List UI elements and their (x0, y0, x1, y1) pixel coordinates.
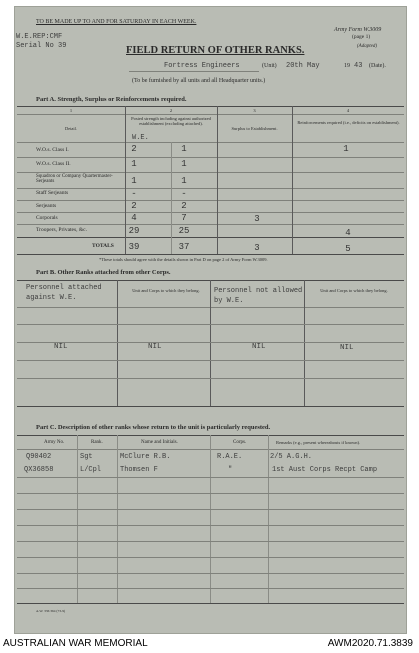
we-value: 1 (131, 159, 137, 169)
we-value: - (131, 189, 137, 199)
unit-corps-header-1: Unit and Corps to which they belong. (132, 288, 200, 293)
header-name: Name and Initials. (141, 440, 178, 445)
rank: Sgt (80, 453, 93, 461)
reference-code: W.E.REP:CMF (16, 33, 63, 41)
part-a-header-rule (17, 142, 404, 143)
year-value: 43 (354, 62, 363, 70)
row-label-cqms: Squadron or Company Quartermaster-Serjeants (36, 174, 113, 184)
we-value: 29 (128, 226, 140, 236)
row-rule (17, 324, 404, 325)
we-value: 2 (131, 144, 137, 154)
we-label: W.E. (132, 134, 149, 142)
part-c-heading: Part C. Description of other ranks whose return to the unit is particularly requested. (36, 424, 271, 431)
we-value: 4 (131, 213, 137, 223)
we-value: 1 (131, 176, 137, 186)
nil-value: NIL (252, 343, 266, 351)
army-number: QX36858 (24, 466, 54, 474)
nil-value: NIL (148, 343, 162, 351)
unit-value: Fortress Engineers (164, 62, 240, 70)
part-b-heading: Part B. Other Ranks attached from other Corps. (36, 269, 171, 276)
col-number-1: 1 (69, 108, 73, 113)
row-rule (17, 172, 404, 173)
row-rule (17, 493, 404, 494)
col-divider-we (171, 142, 172, 254)
rank: L/Cpl (80, 466, 102, 474)
row-rule (17, 342, 404, 343)
part-a-bottom-rule (17, 254, 404, 255)
print-code: A.W. 336 364 (73-9) (36, 609, 66, 613)
row-rule (17, 588, 404, 589)
row-label-wo-class-1: W.O.s. Class I. (36, 147, 69, 153)
header-army-no: Army No. (44, 440, 65, 445)
col-number-4: 4 (346, 108, 350, 113)
total-reinforcements: 5 (345, 244, 351, 254)
col-divider (117, 280, 118, 406)
part-a-number-rule (17, 114, 404, 115)
header-remarks: Remarks (e.g., present whereabouts if known). (276, 440, 361, 445)
form-title: FIELD RETURN OF OTHER RANKS. (126, 45, 305, 56)
header-reinforcements: Reinforcements required (i.e., deficits on establishment). (297, 120, 400, 125)
we-value: 2 (131, 201, 137, 211)
col-divider (268, 435, 269, 603)
form-sheet (14, 6, 407, 634)
posted-value: - (181, 189, 187, 199)
row-rule (17, 224, 404, 225)
top-note: TO BE MADE UP TO AND FOR SATURDAY IN EACH WEEK. (36, 19, 197, 25)
col-divider (117, 435, 118, 603)
part-b-bottom-rule (17, 406, 404, 407)
header-posted-strength: Posted strength including against authorized establishment (excluding attached). (131, 116, 211, 126)
row-rule (17, 557, 404, 558)
col-number-3: 3 (253, 108, 256, 113)
posted-value: 25 (178, 226, 190, 236)
col-divider (77, 435, 78, 603)
credit-accession: AWM2020.71.3839 (327, 638, 413, 649)
row-label-corporals: Corporals (36, 215, 58, 221)
row-rule (17, 573, 404, 574)
row-rule (17, 188, 404, 189)
total-posted: 37 (178, 242, 190, 252)
row-label-wo-class-2: W.O.s. Class II. (36, 161, 71, 167)
total-we: 39 (128, 242, 140, 252)
unit-underline (129, 71, 259, 72)
page-label: (page 1) (352, 34, 371, 40)
part-a-footnote: *These totals should agree with the details shown in Part D on page 2 of Army Form W.3009. (99, 257, 268, 262)
header-corps: Corps. (233, 440, 247, 445)
year-prefix: 19 (344, 63, 350, 69)
reinforcement-value: 4 (345, 228, 351, 238)
total-surplus: 3 (254, 243, 260, 253)
row-rule (17, 378, 404, 379)
col-divider (217, 106, 218, 254)
header-detail: Detail. (64, 126, 78, 131)
nil-value: NIL (340, 344, 354, 352)
adapted-label: (Adapted) (357, 44, 377, 49)
serial-number: Serial No 39 (16, 42, 67, 50)
army-number: Q90402 (26, 453, 52, 461)
part-c-bottom-rule (17, 603, 404, 604)
row-label-serjeants: Serjeants (36, 203, 57, 209)
credit-institution: AUSTRALIAN WAR MEMORIAL (3, 638, 148, 649)
row-rule (17, 212, 404, 213)
row-rule (17, 477, 404, 478)
posted-value: 1 (181, 159, 187, 169)
posted-value: 1 (181, 144, 187, 154)
row-label-troopers: Troopers, Privates, &c. (36, 227, 87, 233)
header-surplus: Surplus to Establishment. (231, 126, 278, 131)
attached-against-we: Personnel attached against W.E. (26, 284, 102, 302)
date-value: 20th May (286, 62, 320, 70)
posted-value: 7 (181, 213, 187, 223)
form-reference: Army Form W.3009 (334, 27, 382, 33)
row-rule (17, 509, 404, 510)
posted-value: 1 (181, 176, 187, 186)
instruction-text: (To be furnished by all units and all Headquarter units.) (132, 78, 266, 84)
part-a-heading: Part A. Strength, Surplus or Reinforcements required. (36, 96, 187, 103)
header-rank: Rank. (91, 440, 103, 445)
row-rule (17, 157, 404, 158)
not-allowed-by-we: Personnel not allowed by W.E. (214, 287, 303, 305)
row-rule (17, 360, 404, 361)
col-divider (292, 106, 293, 254)
name-initials: McClure R.B. (120, 453, 171, 461)
row-label-staff-serjeants: Staff Serjeants (36, 190, 69, 196)
col-divider (304, 280, 305, 406)
corps-ditto: " (228, 466, 233, 474)
corps: R.A.E. (217, 453, 243, 461)
unit-corps-header-2: Unit and Corps to which they belong. (320, 288, 388, 293)
row-rule (17, 200, 404, 201)
col-divider (210, 435, 211, 603)
name-initials: Thomsen F (120, 466, 158, 474)
col-number-2: 2 (169, 108, 173, 113)
unit-label: (Unit) (262, 63, 277, 69)
surplus-value: 3 (254, 214, 260, 224)
remarks: 1st Aust Corps Recpt Camp (272, 466, 378, 474)
reinforcement-value: 1 (343, 144, 349, 154)
col-divider (210, 280, 211, 406)
row-rule (17, 541, 404, 542)
date-label: (Date). (369, 63, 386, 69)
nil-value: NIL (54, 343, 68, 351)
totals-label: TOTALS (92, 243, 114, 249)
part-a-top-rule (17, 106, 404, 107)
remarks: 2/5 A.G.H. (270, 453, 313, 461)
posted-value: 2 (181, 201, 187, 211)
row-rule (17, 525, 404, 526)
